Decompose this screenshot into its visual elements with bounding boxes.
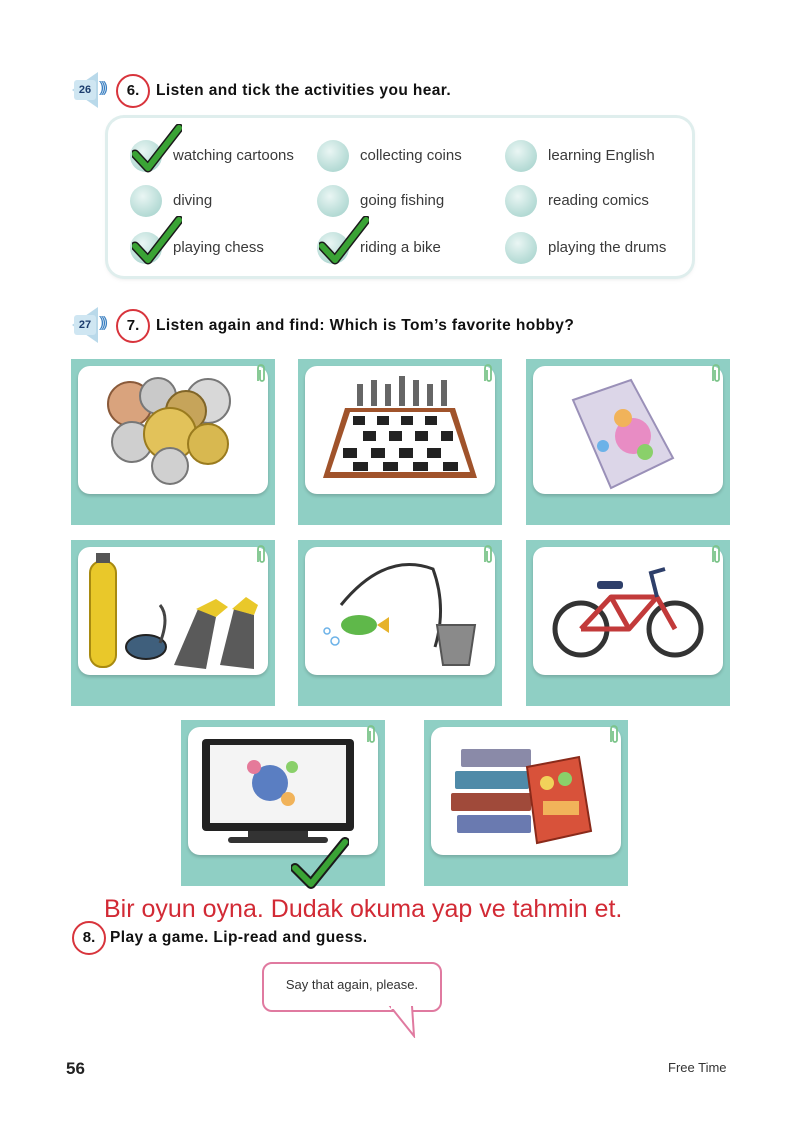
exercise-6-instruction: Listen and tick the activities you hear. xyxy=(156,82,452,99)
checkbox-bubble[interactable] xyxy=(505,140,537,172)
paperclip-icon xyxy=(482,544,494,566)
checkbox-bubble[interactable] xyxy=(317,185,349,217)
diving-gear-image xyxy=(78,547,268,675)
paperclip-icon xyxy=(255,363,267,385)
coins-image xyxy=(78,366,268,494)
tv-cartoon-image xyxy=(188,727,378,855)
paperclip-icon xyxy=(710,544,722,566)
exercise-6-number: 6. xyxy=(116,74,150,108)
fishing-rod-image xyxy=(305,547,495,675)
speech-bubble: Say that again, please. xyxy=(262,962,442,1012)
tick-icon xyxy=(291,836,349,890)
picture-card-chess[interactable] xyxy=(298,359,502,525)
english-books-image xyxy=(431,727,621,855)
paperclip-icon xyxy=(365,724,377,746)
exercise-8-instruction: Play a game. Lip-read and guess. xyxy=(110,929,368,946)
turkish-note: Bir oyun oyna. Dudak okuma yap ve tahmin et. xyxy=(104,895,623,923)
picture-card-tv[interactable] xyxy=(181,720,385,886)
picture-card-coins[interactable] xyxy=(71,359,275,525)
unit-title: Free Time xyxy=(668,1060,727,1075)
speech-bubble-tail xyxy=(388,1006,418,1038)
chess-board-image xyxy=(305,366,495,494)
exercise-7-number: 7. xyxy=(116,309,150,343)
checkbox-bubble[interactable] xyxy=(317,140,349,172)
comic-book-image xyxy=(533,366,723,494)
audio-track-27[interactable]: 27 ))) xyxy=(74,307,120,343)
checkbox-bubble[interactable] xyxy=(505,185,537,217)
exercise-8-number: 8. xyxy=(72,921,106,955)
bicycle-image xyxy=(533,547,723,675)
audio-track-26[interactable]: 26 ))) xyxy=(74,72,120,108)
page-number: 56 xyxy=(66,1059,85,1078)
paperclip-icon xyxy=(482,363,494,385)
picture-card-bicycle[interactable] xyxy=(526,540,730,706)
sound-waves-icon: ))) xyxy=(99,314,105,331)
paperclip-icon xyxy=(255,544,267,566)
paperclip-icon xyxy=(710,363,722,385)
picture-card-fishing[interactable] xyxy=(298,540,502,706)
sound-waves-icon: ))) xyxy=(99,79,105,96)
checkbox-bubble[interactable] xyxy=(130,185,162,217)
picture-card-books[interactable] xyxy=(424,720,628,886)
paperclip-icon xyxy=(608,724,620,746)
picture-card-diving[interactable] xyxy=(71,540,275,706)
activities-box: watching cartoons collecting coins learning English diving going fishing reading comics playing chess riding a bike playing the drums xyxy=(108,118,692,276)
exercise-7-instruction: Listen again and find: Which is Tom’s favorite hobby? xyxy=(156,317,575,334)
picture-card-comics[interactable] xyxy=(526,359,730,525)
checkbox-bubble[interactable] xyxy=(505,232,537,264)
